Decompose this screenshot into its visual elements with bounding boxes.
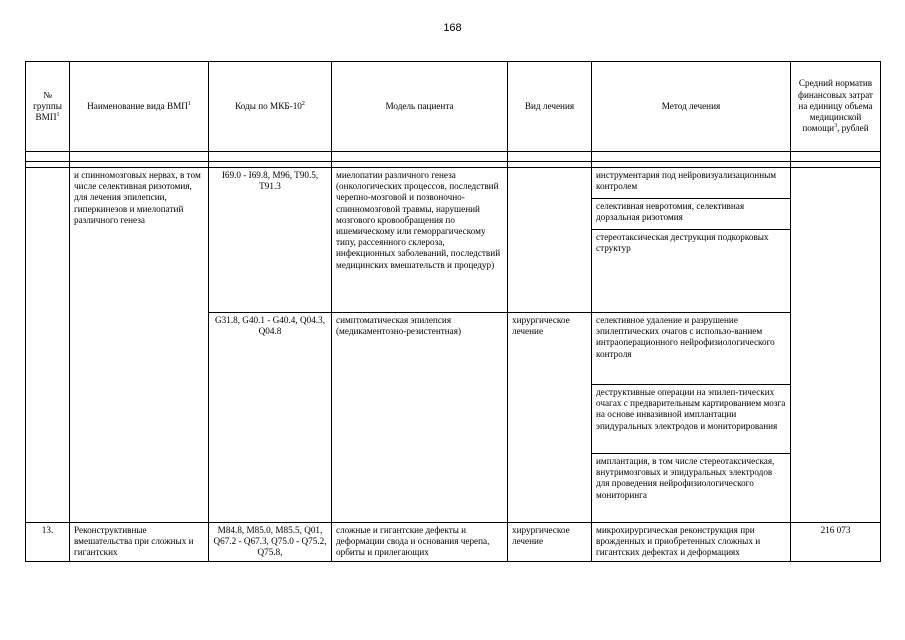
icd-codes-cell: G31.8, G40.1 - G40.4, Q04.3, Q04.8 (209, 313, 332, 523)
page-number: 168 (443, 22, 462, 34)
cost-cell: 216 073 (791, 523, 881, 562)
header-group-no: № группы ВМП$^1$ (26, 62, 70, 152)
method-cell: имплантация, в том числе стереотаксическая, внутримозговых и эпидуральных электродов для проведения нейрофизиологического мониторинга (592, 454, 791, 523)
icd-codes-cell: I69.0 - I69.8, M96, T90.5, T91.3 (209, 168, 332, 313)
header-patient-model: Модель пациента (332, 62, 508, 152)
header-icd-codes: Коды по МКБ-$10^2$ (209, 62, 332, 152)
table-row (26, 523, 881, 562)
table-header-row (26, 62, 881, 152)
cost-cell (791, 168, 881, 523)
table-row (26, 168, 881, 199)
group-no-cell (26, 168, 70, 523)
treatment-type-cell: хирургическое лечение (508, 313, 592, 523)
treatment-type-cell: хирургическое лечение (508, 523, 592, 562)
group-no-cell: 13. (26, 523, 70, 562)
patient-model-cell: миелопатии различного генеза (онкологических процессов, последствий черепно-мозговой и позвоночно-спинномозговой травмы, нарушений мозгового кровообращения по ишемическому или геморрагическому типу, рассеянного склероза, инфекционных заболеваний, последствий медицинских вмешательств и процедур) (332, 168, 508, 313)
method-cell: селективная невротомия, селективная дорзальная ризотомия (592, 199, 791, 230)
header-treatment-type: Вид лечения (508, 62, 592, 152)
icd-codes-cell: M84.8, M85.0, M85.5, Q01, Q67.2 - Q67.3, Q75.0 - Q75.2, Q75.8, (209, 523, 332, 562)
header-treatment-method: Метод лечения (592, 62, 791, 152)
method-cell: микрохирургическая реконструкция при врожденных и приобретенных сложных и гигантских дефектах и деформациях (592, 523, 791, 562)
method-cell: селективное удаление и разрушение эпилептических очагов с использо-ванием интраоперационного нейрофизиологического контроля (592, 313, 791, 385)
column-number-row (26, 152, 881, 162)
vmp-table (25, 61, 881, 562)
header-vmp-name: Наименование вида ВМП$^1$ (70, 62, 209, 152)
method-cell: деструктивные операции на эпилеп-тических очагах с предварительным картированием мозга на основе инвазивной имплантации эпидуральных электродов и мониторирования (592, 385, 791, 454)
patient-model-cell: сложные и гигантские дефекты и деформации свода и основания черепа, орбиты и прилегающих (332, 523, 508, 562)
method-cell: стереотаксическая деструкция подкорковых структур (592, 230, 791, 313)
method-cell: инструментария под нейровизуализационным контролем (592, 168, 791, 199)
vmp-name-cell: Реконструктивные вмешательства при сложных и гигантских (70, 523, 209, 562)
vmp-name-cell: и спинномозговых нервах, в том числе селективная ризотомия, для лечения эпилепсии, гиперкинезов и миелопатий различного генеза (70, 168, 209, 523)
patient-model-cell: симптоматическая эпилепсия (медикаментозно-резистентная) (332, 313, 508, 523)
header-cost-norm: Средний норматив финансовых затрат на единицу объема медицинской помощи$^3$, рублей (791, 62, 881, 152)
treatment-type-cell (508, 168, 592, 313)
